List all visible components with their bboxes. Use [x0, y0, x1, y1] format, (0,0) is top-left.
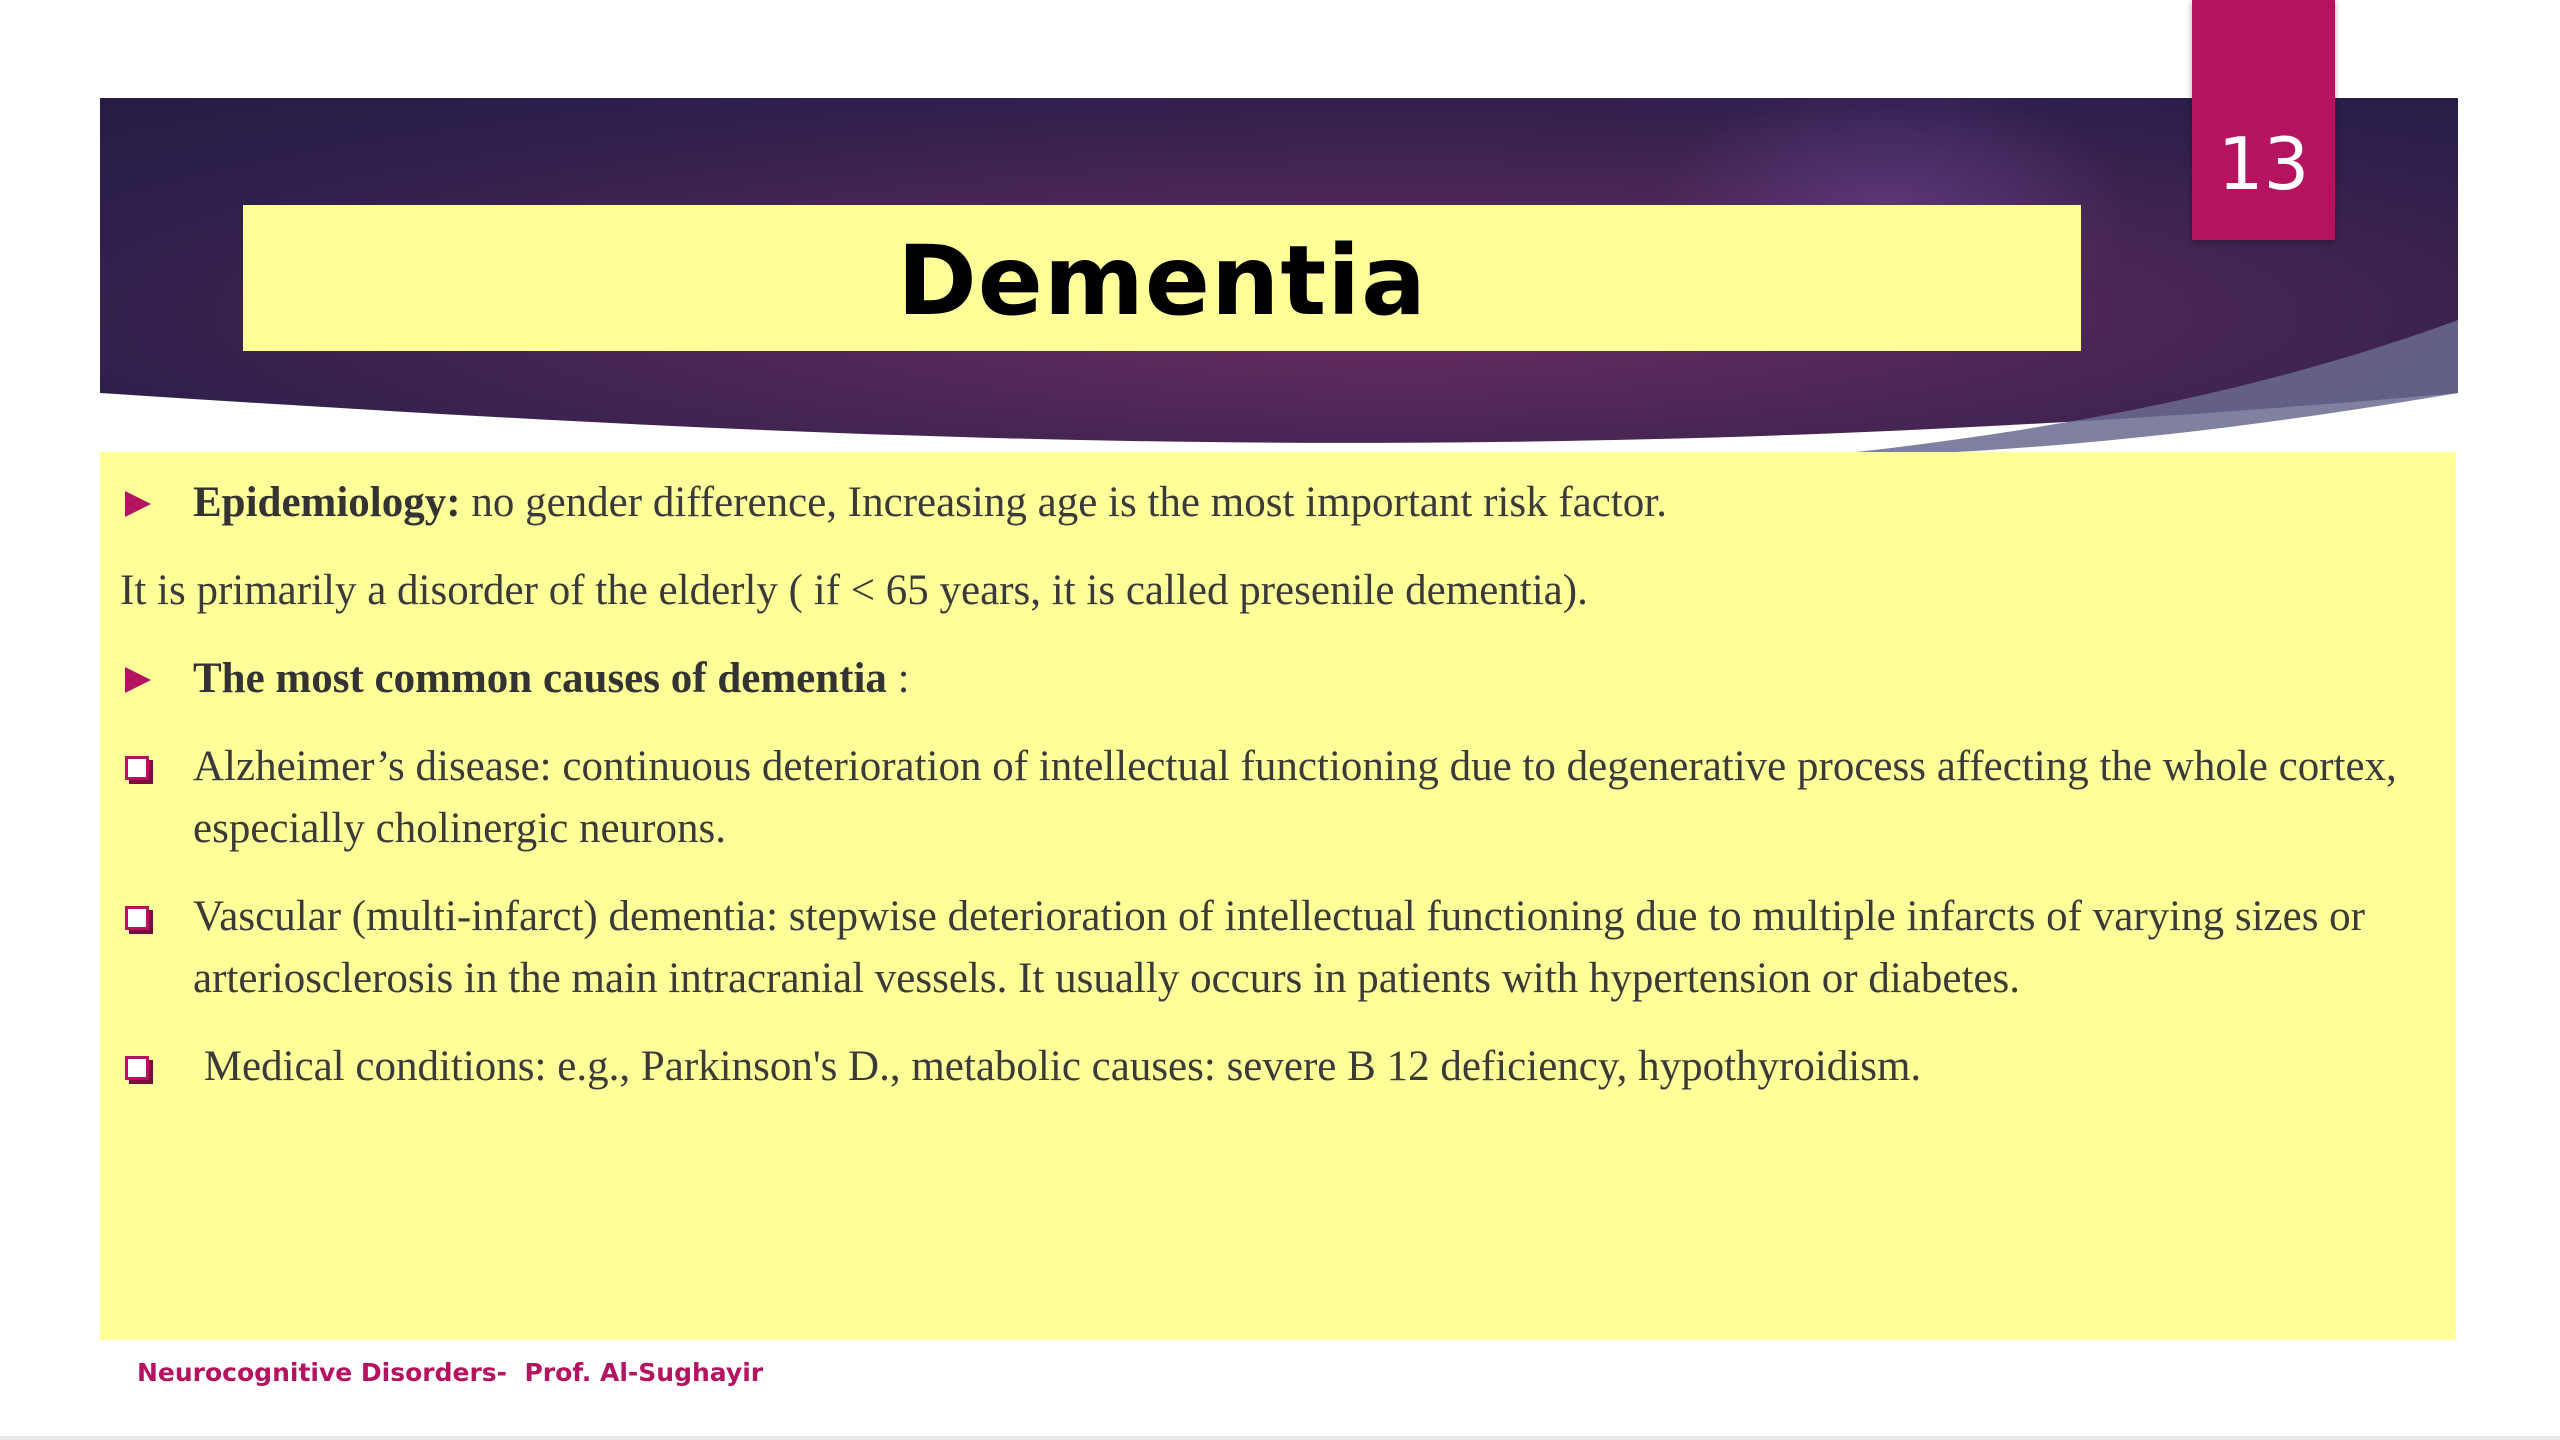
causes-heading-item	[120, 648, 2420, 710]
content-body	[120, 472, 2420, 1124]
footer-text: Neurocognitive Disorders- Prof. Al-Sughayir	[137, 1358, 764, 1387]
slide-number-tab	[2192, 0, 2335, 240]
square-checkbox-icon	[125, 1056, 149, 1080]
bottom-divider	[0, 1436, 2560, 1440]
elderly-text: It is primarily a disorder of the elderly ( if < 65 years, it is called presenile dementia).	[120, 567, 1588, 614]
epidemiology-label: Epidemiology:	[193, 479, 461, 526]
causes-colon: :	[886, 655, 910, 702]
cause-text: Vascular (multi-infarct) dementia: stepwise deterioration of intellectual functioning due to multiple infarcts of varying sizes or arteriosclerosis in the main intracranial vessels. It usually occurs in patients with hypertension or diabetes.	[193, 893, 2366, 1002]
epidemiology-item	[120, 472, 2420, 534]
slide-number: 13	[2217, 122, 2310, 206]
content-box	[100, 452, 2456, 1340]
triangle-right-icon	[125, 491, 151, 517]
cause-item-vascular	[120, 886, 2420, 1010]
cause-text: Medical conditions: e.g., Parkinson's D., metabolic causes: severe B 12 deficiency, hypothyroidism.	[193, 1043, 1922, 1090]
cause-item-alzheimers	[120, 736, 2420, 860]
causes-heading: The most common causes of dementia	[193, 655, 887, 702]
square-checkbox-icon	[125, 756, 149, 780]
title-box	[243, 205, 2081, 351]
cause-item-medical	[120, 1036, 2420, 1098]
square-checkbox-icon	[125, 906, 149, 930]
elderly-line	[120, 560, 2420, 622]
epidemiology-text: no gender difference, Increasing age is the most important risk factor.	[460, 479, 1667, 526]
cause-text: Alzheimer’s disease: continuous deterioration of intellectual functioning due to degenerative process affecting the whole cortex, especially cholinergic neurons.	[193, 743, 2397, 852]
slide-title: Dementia	[897, 225, 1427, 337]
triangle-right-icon	[125, 667, 151, 693]
